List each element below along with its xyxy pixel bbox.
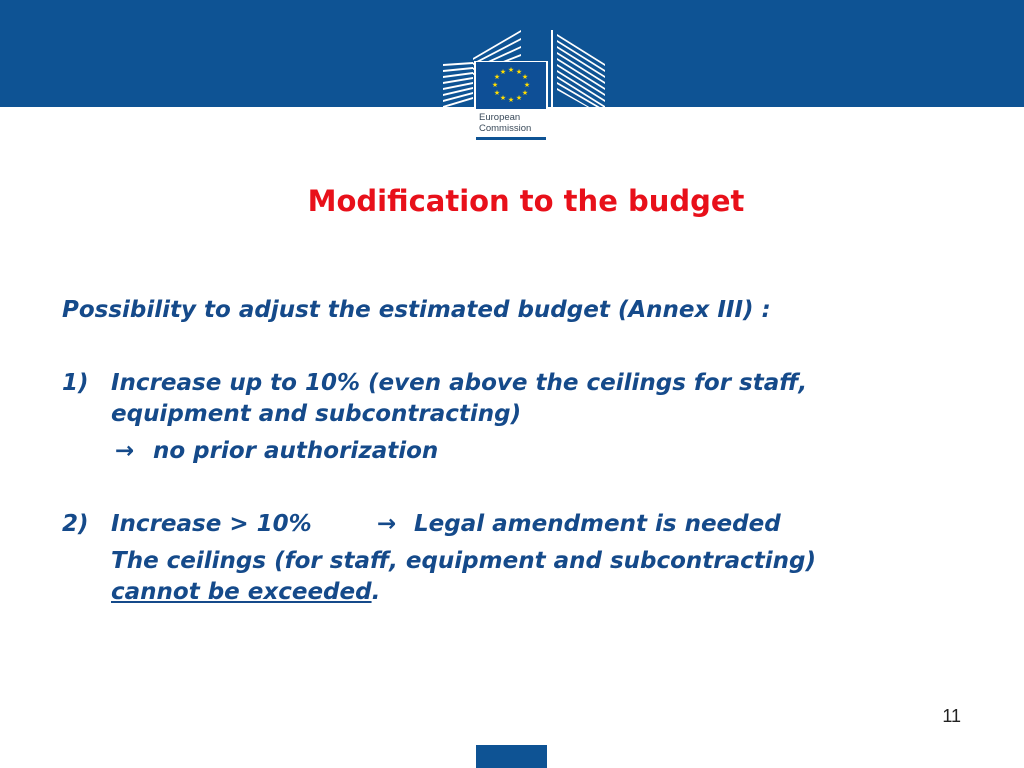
item1-text-line1: Increase up to 10% (even above the ceilings for staff, bbox=[111, 370, 808, 396]
svg-text:★: ★ bbox=[523, 81, 531, 89]
logo-text-line2: Commission bbox=[479, 123, 532, 134]
svg-text:★: ★ bbox=[499, 94, 507, 102]
item2-note-line2 bbox=[111, 577, 380, 608]
svg-text:★: ★ bbox=[493, 89, 501, 97]
svg-text:★: ★ bbox=[491, 81, 499, 89]
item2-note-emphasis: cannot be exceeded bbox=[111, 579, 372, 605]
item1-number: 1) bbox=[62, 370, 89, 396]
item2-number: 2) bbox=[62, 511, 89, 537]
arrow-right-icon: → bbox=[115, 438, 135, 464]
svg-text:★: ★ bbox=[521, 89, 529, 97]
svg-text:★: ★ bbox=[507, 66, 515, 74]
arrow-right-icon: → bbox=[377, 511, 397, 537]
item1-consequence: no prior authorization bbox=[153, 438, 439, 464]
page-number: 11 bbox=[942, 706, 961, 726]
svg-text:★: ★ bbox=[493, 73, 501, 81]
svg-text:★: ★ bbox=[521, 73, 529, 81]
item2-note-end: . bbox=[371, 579, 381, 605]
intro-text: Possibility to adjust the estimated budget (Annex III) : bbox=[62, 297, 771, 323]
logo-text bbox=[479, 112, 547, 134]
item2-consequence: Legal amendment is needed bbox=[414, 511, 781, 537]
logo-text-line1: European bbox=[479, 112, 521, 123]
svg-text:★: ★ bbox=[515, 94, 523, 102]
item2-note-line1: The ceilings (for staff, equipment and subcontracting) bbox=[111, 548, 817, 574]
slide-title: Modification to the budget bbox=[307, 184, 745, 218]
svg-text:★: ★ bbox=[499, 68, 507, 76]
svg-text:★: ★ bbox=[515, 68, 523, 76]
eu-flag-icon bbox=[476, 62, 546, 109]
svg-text:★: ★ bbox=[507, 96, 515, 104]
item2-condition: Increase > 10% bbox=[111, 511, 312, 537]
footer-tab bbox=[476, 745, 547, 768]
item1-text-line2: equipment and subcontracting) bbox=[111, 401, 522, 427]
logo-underline bbox=[476, 137, 546, 140]
